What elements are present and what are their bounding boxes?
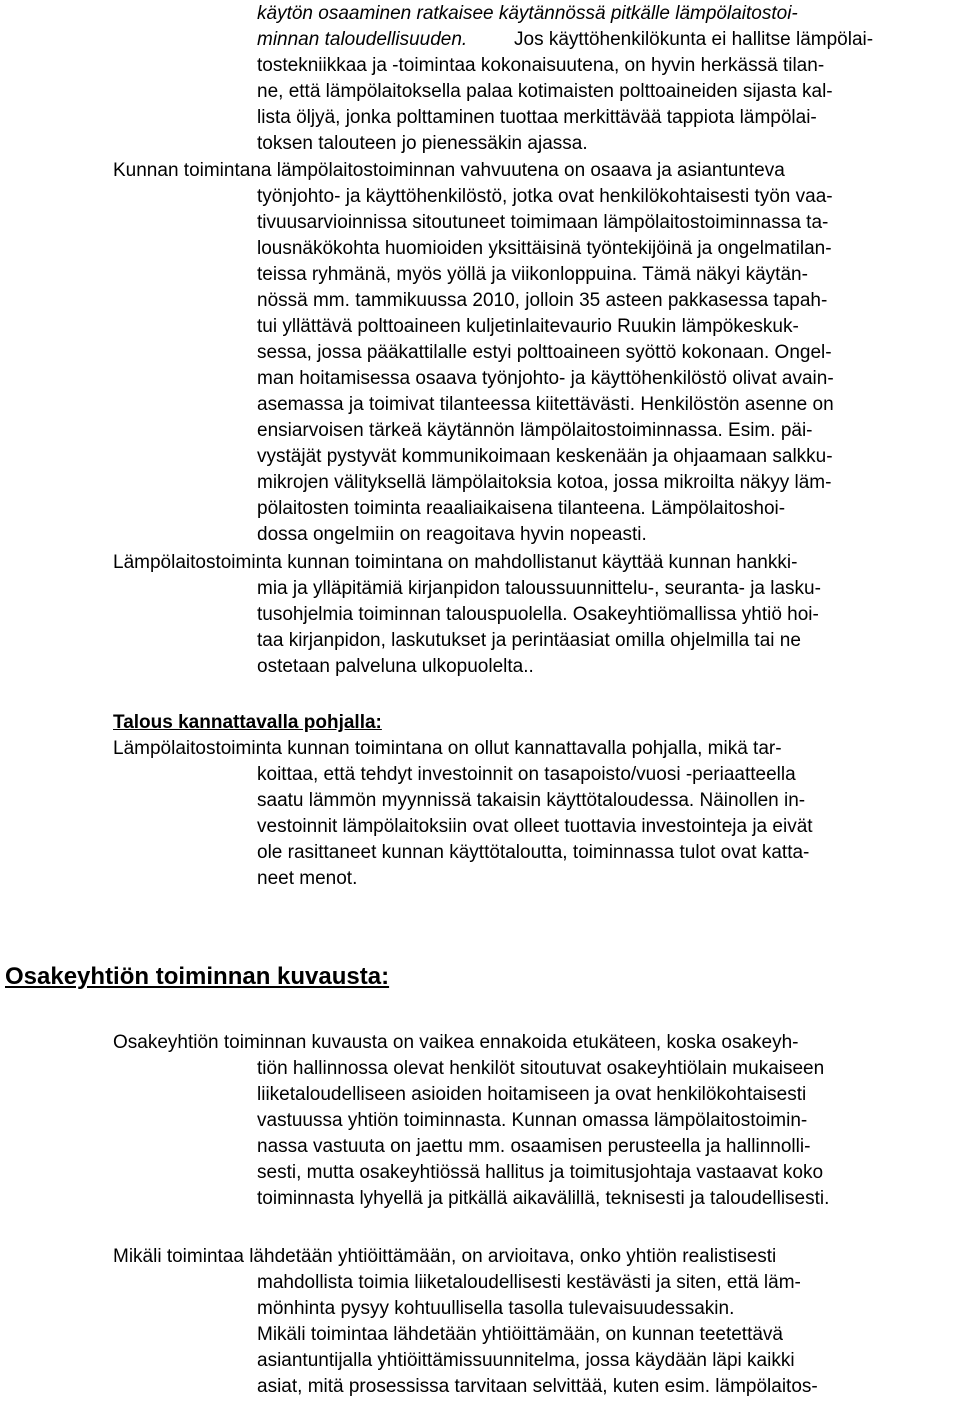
text-line: toiminnasta lyhyellä ja pitkällä aikavälillä, teknisesti ja taloudellisesti. [257,1188,830,1209]
text-line: teissa ryhmänä, myös yöllä ja viikonloppuina. Tämä näkyi käytän- [257,264,808,285]
text-line: ole rasittaneet kunnan käyttötaloutta, toiminnassa tulot ovat katta- [257,842,810,863]
text-line: mikrojen välityksellä lämpölaitoksia kotoa, jossa mikroilta näkyy läm- [257,472,832,493]
text-line: saatu lämmön myynnissä takaisin käyttötaloudessa. Näinollen in- [257,790,806,811]
text-line: dossa ongelmiin on reagoitava hyvin nopeasti. [257,524,647,545]
text-line: tostekniikkaa ja -toimintaa kokonaisuutena, on hyvin herkässä tilan- [257,55,825,76]
text-line: asemassa ja toimivat tilanteessa kiitettävästi. Henkilöstön asenne on [257,394,834,415]
text-line: liiketaloudelliseen asioiden hoitamiseen ja ovat henkilökohtaisesti [257,1084,807,1105]
text-line: ne, että lämpölaitoksella palaa kotimaisten polttoaineiden sijasta kal- [257,81,833,102]
text-line: vastuussa yhtiön toiminnasta. Kunnan omassa lämpölaitostoimin- [257,1110,808,1131]
section-heading: Talous kannattavalla pohjalla: [113,712,382,733]
text-line: koittaa, että tehdyt investoinnit on tasapoisto/vuosi -periaatteella [257,764,796,785]
text-line: ostetaan palveluna ulkopuolelta.. [257,656,534,677]
text-line: nassa vastuuta on jaettu mm. osaamisen perusteella ja hallinnolli- [257,1136,811,1157]
text-line: toksen talouteen jo pienessäkin ajassa. [257,133,588,154]
text-line: minnan taloudellisuuden. [257,29,468,50]
text-line: pölaitosten toiminta reaaliaikaisena tilanteena. Lämpölaitoshoi- [257,498,786,519]
text-line: Osakeyhtiön toiminnan kuvausta on vaikea ennakoida etukäteen, koska osakeyh- [113,1032,799,1053]
text-line: neet menot. [257,868,358,889]
text-line: lista öljyä, jonka polttaminen tuottaa merkittävää tappiota lämpölai- [257,107,817,128]
text-line: vestoinnit lämpölaitoksiin ovat olleet tuottavia investointeja ja eivät [257,816,813,837]
text-line: taa kirjanpidon, laskutukset ja perintäasiat omilla ohjelmilla tai ne [257,630,801,651]
text-line: sessa, jossa pääkattilalle estyi polttoaineen syöttö kokonaan. Ongel- [257,342,832,363]
text-line: asiat, mitä prosessissa tarvitaan selvittää, kuten esim. lämpölaitos- [257,1376,818,1397]
text-line: Mikäli toimintaa lähdetään yhtiöittämään, on arvioitava, onko yhtiön realistisesti [113,1246,777,1267]
text-line: man hoitamisessa osaava työnjohto- ja käyttöhenkilöstö olivat avain- [257,368,834,389]
text-line: käytön osaaminen ratkaisee käytännössä pitkälle lämpölaitostoi- [257,3,798,24]
text-line: mahdollista toimia liiketaloudellisesti kestävästi ja siten, että läm- [257,1272,801,1293]
text-line: ensiarvoisen tärkeä käytännön lämpölaitostoiminnassa. Esim. päi- [257,420,813,441]
text-line: tui yllättävä polttoaineen kuljetinlaitevaurio Ruukin lämpökeskuk- [257,316,799,337]
text-line: tivuusarvioinnissa sitoutuneet toimimaan lämpölaitostoiminnassa ta- [257,212,829,233]
text-line: Mikäli toimintaa lähdetään yhtiöittämään, on kunnan teetettävä [257,1324,783,1345]
text-line: Kunnan toimintana lämpölaitostoiminnan vahvuutena on osaava ja asiantunteva [113,160,785,181]
text-line: tiön hallinnossa olevat henkilöt sitoutuvat osakeyhtiölain mukaiseen [257,1058,825,1079]
text-line: Lämpölaitostoiminta kunnan toimintana on ollut kannattavalla pohjalla, mikä tar- [113,738,782,759]
text-line: vystäjät pystyvät kommunikoimaan keskenään ja ohjaamaan salkku- [257,446,833,467]
text-line: lousnäkökohta huomioiden yksittäisinä työntekijöinä ja ongelmatilan- [257,238,832,259]
text-line: tusohjelmia toiminnan talouspuolella. Osakeyhtiömallissa yhtiö hoi- [257,604,819,625]
text-line: työnjohto- ja käyttöhenkilöstö, jotka ovat henkilökohtaisesti työn vaa- [257,186,833,207]
text-line: mönhinta pysyy kohtuullisella tasolla tulevaisuudessakin. [257,1298,735,1319]
text-line: asiantuntijalla yhtiöittämissuunnitelma, jossa käydään läpi kaikki [257,1350,795,1371]
section-heading: Osakeyhtiön toiminnan kuvausta: [5,963,390,990]
text-line: nössä mm. tammikuussa 2010, jolloin 35 asteen pakkasessa tapah- [257,290,828,311]
text-line: sesti, mutta osakeyhtiössä hallitus ja toimitusjohtaja vastaavat koko [257,1162,824,1183]
text-line: Jos käyttöhenkilökunta ei hallitse lämpölai- [514,29,874,50]
text-line: Lämpölaitostoiminta kunnan toimintana on mahdollistanut käyttää kunnan hankki- [113,552,798,573]
text-line: mia ja ylläpitämiä kirjanpidon taloussuunnittelu-, seuranta- ja lasku- [257,578,821,599]
